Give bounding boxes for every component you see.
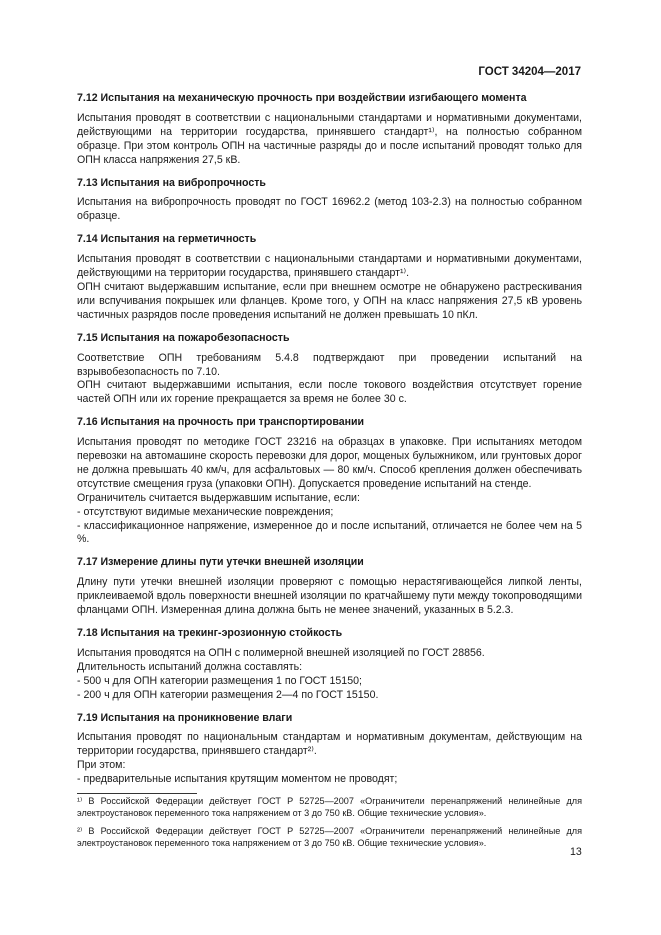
paragraph: Испытания проводят по национальным стандартам и нормативным документам, действующим на территории государства, принявшего стандарт²⁾. (77, 731, 582, 758)
paragraph: Длину пути утечки внешней изоляции проверяют с помощью нерастягивающейся липкой ленты, приклеиваемой вдоль поверхности внешней изоляции по кратчайшему пути между токопроводящими фланцами ОПН. Измеренная длина должна быть не менее значений, указанных в 5.2.3. (77, 576, 582, 617)
paragraph: Соответствие ОПН требованиям 5.4.8 подтверждают при проведении испытаний на взрывобезопасность по 7.10. (77, 351, 582, 378)
section-7-18 (77, 627, 582, 703)
paragraph: Ограничитель считается выдержавшим испытание, если: (77, 491, 360, 504)
section-title: 7.15 Испытания на пожаробезопасность (77, 331, 290, 344)
section-7-13 (77, 177, 582, 225)
document-header: ГОСТ 34204—2017 (478, 66, 581, 78)
footnote: ¹⁾ В Российской Федерации действует ГОСТ Р 52725—2007 «Ограничители перенапряжений нелинейные для электроустановок переменного тока напряжением от 3 до 750 кВ. Общие технические условия». (77, 796, 582, 818)
list-item: - предварительные испытания крутящим моментом не проводят; (77, 773, 398, 786)
list-item: - 500 ч для ОПН категории размещения 1 по ГОСТ 15150; (77, 674, 362, 687)
section-7-16 (77, 416, 582, 547)
section-title: 7.12 Испытания на механическую прочность при воздействии изгибающего момента (77, 92, 527, 104)
list-item: - отсутствуют видимые механические повреждения; (77, 505, 334, 518)
footnote: ²⁾ В Российской Федерации действует ГОСТ Р 52725—2007 «Ограничители перенапряжений нелинейные для электроустановок переменного тока напряжением от 3 до 750 кВ. Общие технические условия». (77, 826, 582, 848)
paragraph: Испытания проводятся на ОПН с полимерной внешней изоляцией по ГОСТ 28856. (77, 646, 485, 659)
section-title: 7.18 Испытания на трекинг-эрозионную стойкость (77, 627, 343, 639)
paragraph: ОПН считают выдержавшим испытание, если при внешнем осмотре не обнаружено растрескивания или вспучивания покрышек или фланцев. Кроме того, у ОПН на класс напряжения 27,5 кВ уровень частичных разрядов после проведения испытаний не должен превышать 10 пКл. (77, 280, 582, 321)
footnotes (77, 795, 582, 855)
paragraph: Испытания проводят в соответствии с национальными стандартами и нормативными документами, действующими на территории государства, принявшего стандарт¹⁾, на полностью собранном образце. При этом контроль ОПН на частичные разряды до и после испытаний проводят только для ОПН класса напряжения 27,5 кВ. (77, 111, 582, 166)
footnote-divider (77, 793, 197, 794)
paragraph: Длительность испытаний должна составлять: (77, 660, 303, 673)
document-body (77, 92, 582, 796)
section-7-14 (77, 233, 582, 322)
section-7-15 (77, 332, 582, 408)
paragraph: При этом: (77, 759, 126, 772)
section-title: 7.13 Испытания на вибропрочность (77, 176, 266, 189)
paragraph: Испытания проводят по методике ГОСТ 23216 на образцах в упаковке. При испытаниях методом перевозки на автомашине скорость перевозки для дорог, мощеных булыжником, или грунтовых дорог не должна превышать 40 км/ч, для асфальтовых — 80 км/ч. Способ крепления должен обеспечивать отсутствие смещения груза (упаковки ОПН). Допускается проведение испытаний на стенде. (77, 436, 582, 490)
section-title: 7.19 Испытания на проникновение влаги (77, 711, 293, 724)
paragraph: ОПН считают выдержавшими испытания, если после токового воздействия отсутствует горение частей ОПН или их горение прекращается за время не более 30 с. (77, 379, 582, 406)
list-item: - 200 ч для ОПН категории размещения 2—4 по ГОСТ 15150. (77, 688, 379, 701)
section-7-19 (77, 712, 582, 788)
section-title: 7.14 Испытания на герметичность (77, 233, 257, 246)
section-7-17 (77, 556, 582, 618)
section-title: 7.17 Измерение длины пути утечки внешней изоляции (77, 556, 364, 569)
paragraph: Испытания на вибропрочность проводят по ГОСТ 16962.2 (метод 103-2.3) на полностью собранном образце. (77, 196, 582, 223)
section-title: 7.16 Испытания на прочность при транспортировании (77, 416, 365, 429)
section-7-12 (77, 92, 582, 168)
list-item: - классификационное напряжение, измеренное до и после испытаний, отличается не более чем на 5 %. (77, 519, 582, 546)
page-number: 13 (570, 846, 582, 858)
paragraph: Испытания проводят в соответствии с национальными стандартами и нормативными документами, действующими на территории государства, принявшего стандарт¹⁾. (77, 253, 582, 280)
